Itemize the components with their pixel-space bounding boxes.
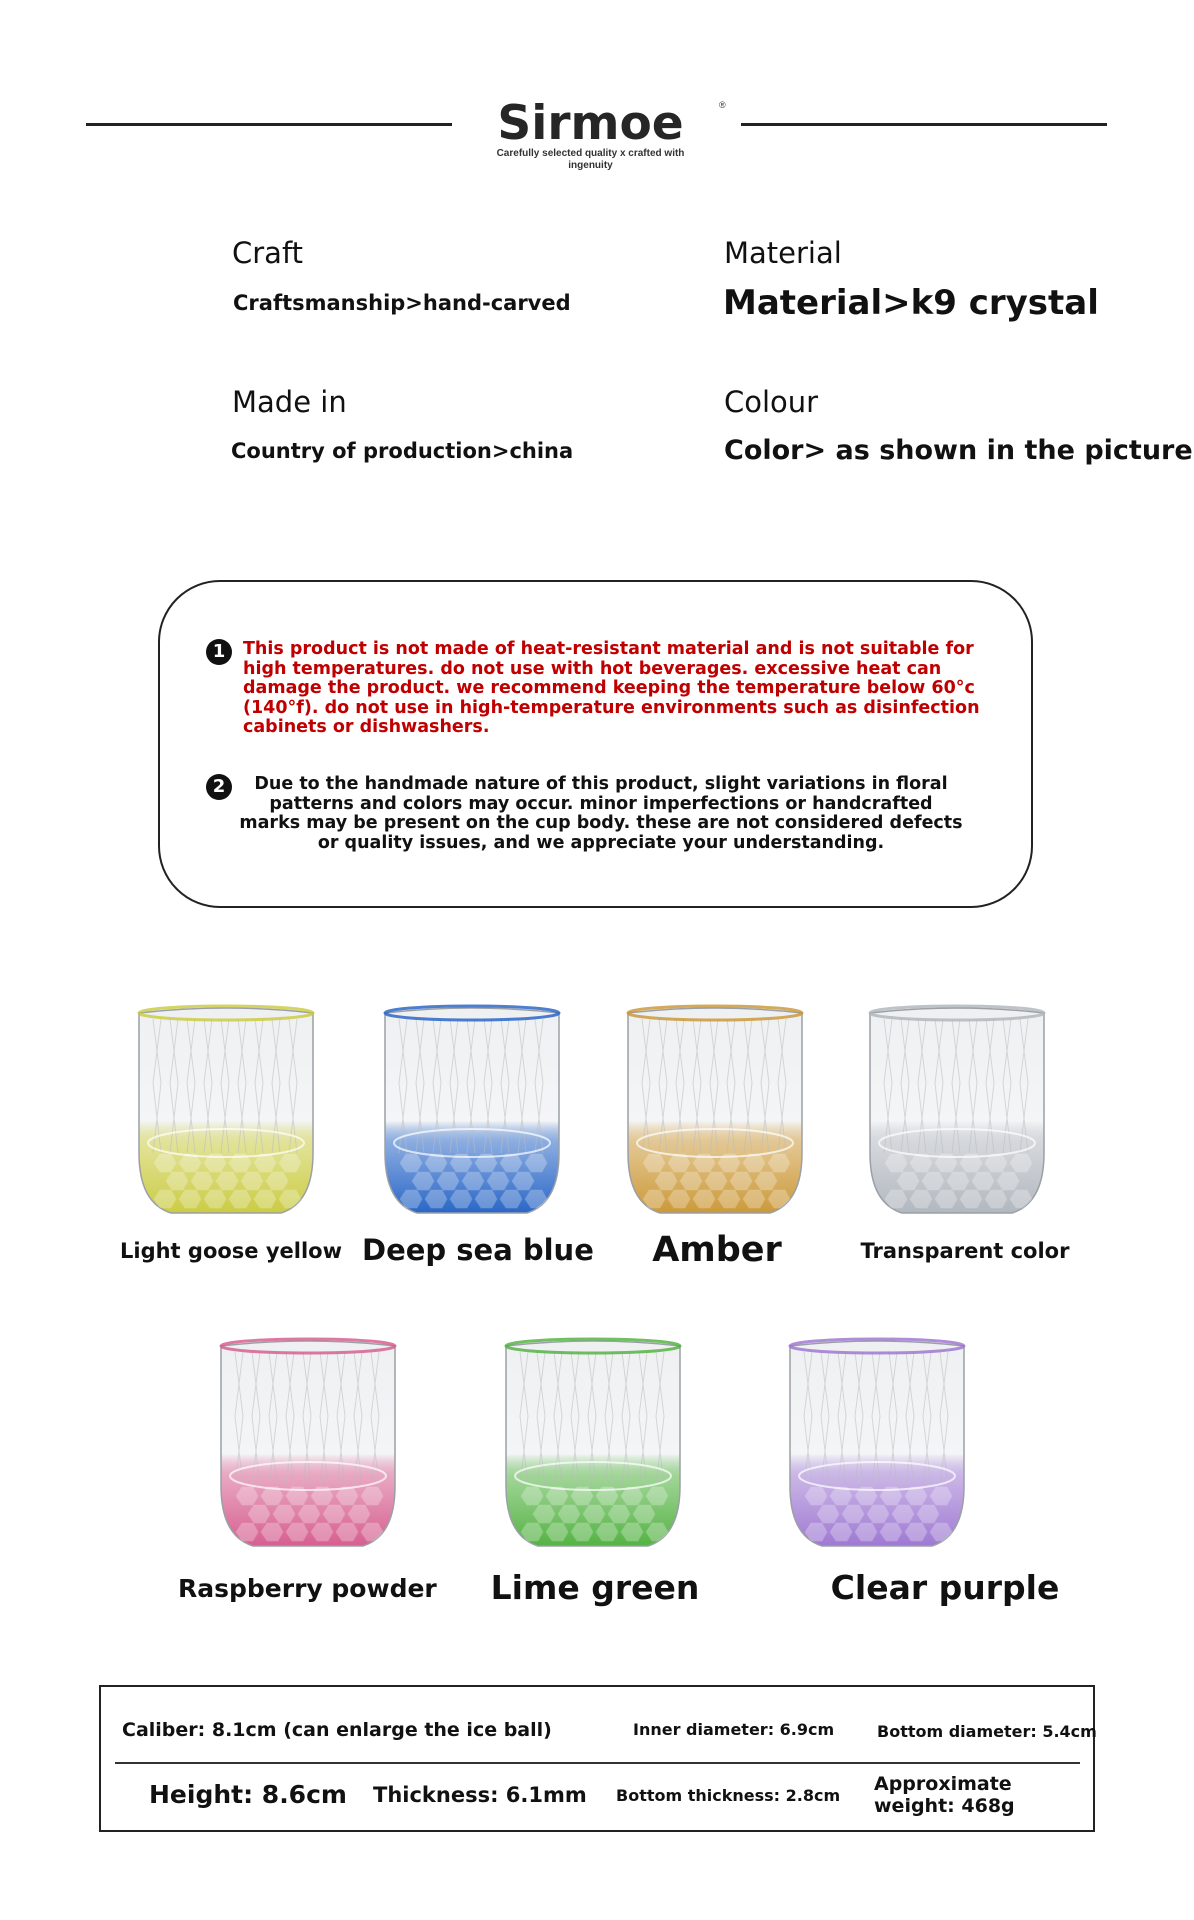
inner-diameter-value: Inner diameter: 6.9cm [633,1720,835,1739]
weight-line-1: Approximate [874,1773,1012,1795]
material-value: Material>k9 crystal [723,283,1099,323]
made-in-value: Country of production>china [231,439,574,463]
glass-cup-clear-purple [782,1336,972,1556]
material-heading: Material [724,236,842,270]
cup-svg [862,1003,1052,1223]
craft-value: Craftsmanship>hand-carved [233,291,571,315]
registered-mark: ® [719,100,726,110]
glass-cup-lime-green [498,1336,688,1556]
thickness-value: Thickness: 6.1mm [373,1783,587,1807]
dimensions-divider [115,1762,1080,1764]
bottom-diameter-value: Bottom diameter: 5.4cm [877,1722,1097,1741]
cup-svg [498,1336,688,1556]
color-label-light-goose-yellow: Light goose yellow [120,1239,343,1263]
bottom-thickness-value: Bottom thickness: 2.8cm [616,1786,841,1805]
weight-value [874,1773,1015,1817]
notice-box [158,580,1033,908]
caliber-value: Caliber: 8.1cm (can enlarge the ice ball) [122,1719,552,1741]
height-value: Height: 8.6cm [149,1780,347,1809]
notice-heat-warning: This product is not made of heat-resistant material and is not suitable for high temperatures. do not use with hot beverages. excessive heat can damage the product. we recommend keeping the temperature below 60°c (140°f). do not use in high-temperature environments such as disinfection cabinets or dishwashers. [243,639,980,737]
glass-cup-transparent [862,1003,1052,1223]
color-label-lime-green: Lime green [490,1568,700,1607]
cup-svg [213,1336,403,1556]
glass-cup-deep-sea-blue [377,1003,567,1223]
glass-cup-raspberry-powder [213,1336,403,1556]
weight-line-2: weight: 468g [874,1795,1015,1817]
glass-cup-amber [620,1003,810,1223]
made-in-heading: Made in [232,385,347,419]
header-rule-right [741,123,1107,126]
notice-handmade-note: Due to the handmade nature of this product, slight variations in floral patterns and colors may occur. minor imperfections or handcrafted marks may be present on the cup body. these are not considered defects or quality issues, and we appreciate your understanding. [239,774,963,853]
notice-number-2: 2 [206,774,232,800]
cup-svg [620,1003,810,1223]
brand-logo [453,96,728,172]
color-label-transparent: Transparent color [860,1239,1070,1263]
color-label-amber: Amber [652,1230,782,1270]
glass-cup-light-goose-yellow [131,1003,321,1223]
colour-heading: Colour [724,385,819,419]
brand-tagline: Carefully selected quality x crafted with ingenuity [496,148,685,171]
color-label-deep-sea-blue: Deep sea blue [362,1233,594,1267]
brand-name: Sirmoe [497,96,684,151]
cup-svg [131,1003,321,1223]
header-rule-left [86,123,452,126]
cup-svg [782,1336,972,1556]
craft-heading: Craft [232,236,304,270]
color-label-raspberry-powder: Raspberry powder [178,1574,437,1603]
cup-svg [377,1003,567,1223]
notice-number-1: 1 [206,639,232,665]
colour-value: Color> as shown in the picture [724,435,1193,466]
color-label-clear-purple: Clear purple [830,1568,1060,1607]
